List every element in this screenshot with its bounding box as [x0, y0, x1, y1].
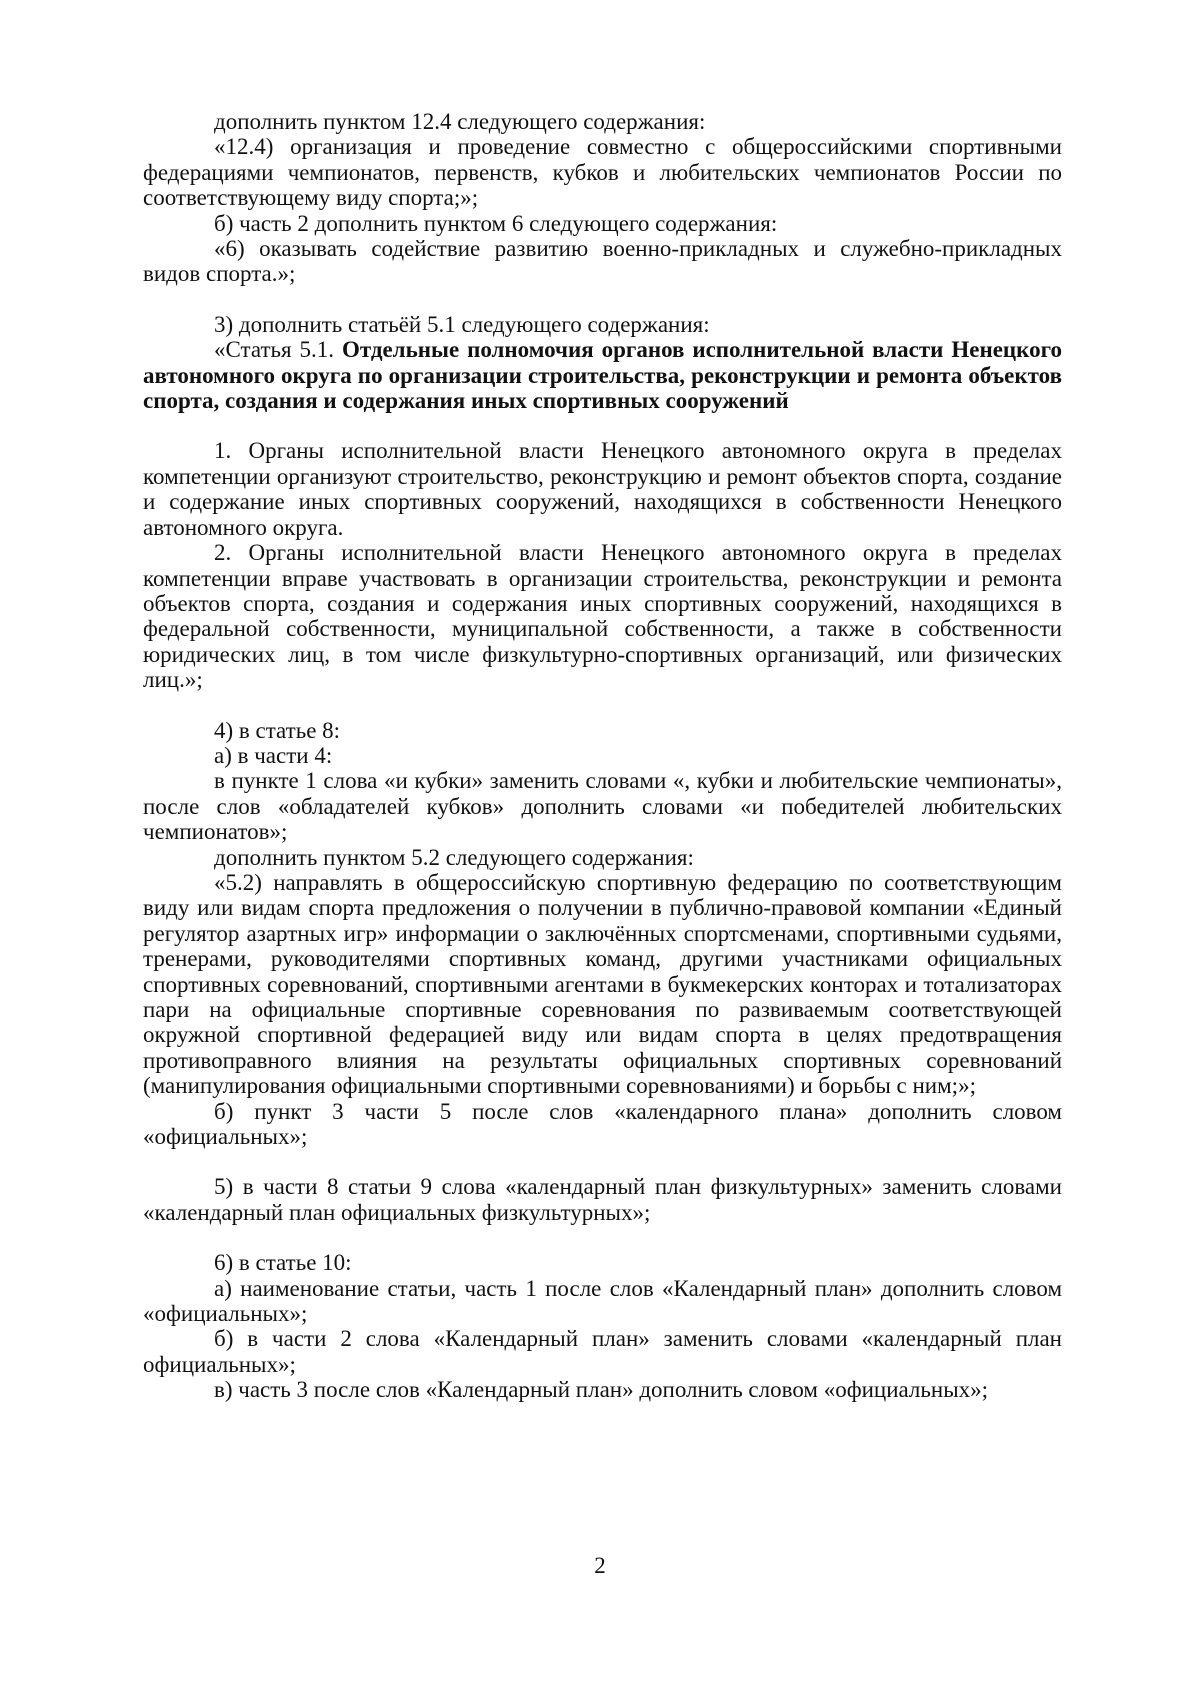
paragraph: 4) в статье 8:	[214, 717, 341, 743]
paragraph-gap	[143, 413, 1062, 438]
paragraph: а) наименование статьи, часть 1 после слов «Календарный план» дополнить словом «официальных»;	[143, 1275, 1062, 1327]
paragraph: 3) дополнить статьёй 5.1 следующего содержания:	[214, 311, 710, 337]
page-number: 2	[594, 1553, 606, 1578]
paragraph-gap	[143, 1225, 1062, 1250]
paragraph: б) в части 2 слова «Календарный план» заменить словами «календарный план официальных»;	[143, 1326, 1062, 1377]
paragraph: дополнить пунктом 5.2 следующего содержания:	[214, 844, 694, 870]
paragraph-gap	[143, 693, 1062, 718]
paragraph: а) в части 4:	[214, 742, 333, 768]
paragraph: «6) оказывать содействие развитию военно-прикладных и служебно-прикладных видов спорта.»;	[143, 236, 1062, 287]
paragraph: дополнить пунктом 12.4 следующего содержания:	[214, 109, 706, 134]
paragraph: 2. Органы исполнительной власти Ненецкого автономного округа в пределах компетенции вправе участвовать в организации строительства, реконструкции и ремонта объектов спорта, создания и содержания иных спортивных сооружений, находящихся в федеральной собственности, муниципальной собственности, а также в собственности юридических лиц, в том числе физкультурно-спортивных организаций, или физических лиц.»;	[143, 540, 1062, 693]
paragraph: б) пункт 3 части 5 после слов «календарного плана» дополнить словом «официальных»;	[143, 1098, 1062, 1150]
paragraph: 1. Органы исполнительной власти Ненецкого автономного округа в пределах компетенции организуют строительство, реконструкцию и ремонт объектов спорта, создание и содержание иных спортивных сооружений, находящихся в собственности Ненецкого автономного округа.	[143, 438, 1062, 540]
paragraph: в) часть 3 после слов «Календарный план» дополнить словом «официальных»;	[214, 1377, 989, 1403]
article-title: Отдельные полномочия органов исполнительной власти Ненецкого автономного округа по организации строительства, реконструкции и ремонта объектов спорта, создания и содержания иных спортивных сооружений	[143, 337, 1062, 414]
paragraph-gap	[143, 1149, 1062, 1174]
article-number: «Статья 5.1.	[214, 337, 342, 363]
paragraph: 6) в статье 10:	[214, 1250, 352, 1276]
paragraph-gap	[143, 287, 1062, 312]
paragraph: в пункте 1 слова «и кубки» заменить словами «, кубки и любительские чемпионаты», после слов «обладателей кубков» дополнить словами «и победителей любительских чемпионатов»;	[143, 768, 1062, 845]
article-heading	[143, 337, 1062, 413]
paragraph: б) часть 2 дополнить пунктом 6 следующего содержания:	[214, 210, 778, 236]
paragraph: 5) в части 8 статьи 9 слова «календарный план физкультурных» заменить словами «календарный план официальных физкультурных»;	[143, 1174, 1062, 1225]
paragraph: «5.2) направлять в общероссийскую спортивную федерацию по соответствующим виду или видам спорта предложения о получении в публично-правовой компании «Единый регулятор азартных игр» информации о заключённых спортсменами, спортивными судьями, тренерами, руководителями спортивных команд, другими участниками официальных спортивных соревнований, спортивными агентами в букмекерских конторах и тотализаторах пари на официальные спортивные соревнования по развиваемым соответствующей окружной спортивной федерацией виду или видам спорта в целях предотвращения противоправного влияния на результаты официальных спортивных соревнований (манипулирования официальными спортивными соревнованиями) и борьбы с ним;»;	[143, 869, 1062, 1099]
paragraph: «12.4) организация и проведение совместно с общероссийскими спортивными федерациями чемпионатов, первенств, кубков и любительских чемпионатов России по соответствующему виду спорта;»;	[143, 134, 1062, 211]
